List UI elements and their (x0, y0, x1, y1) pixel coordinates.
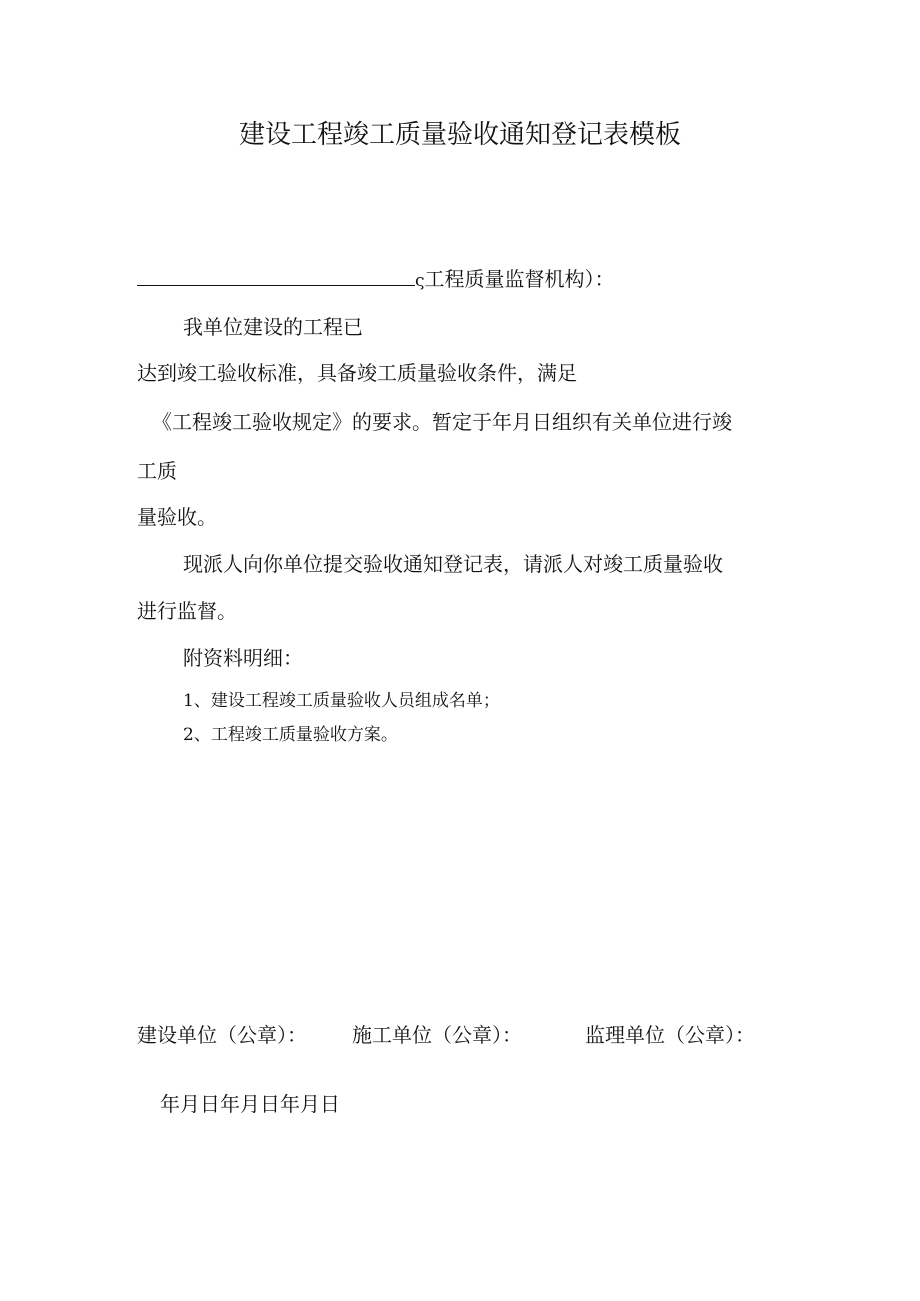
body-line-2: 达到竣工验收标准，具备竣工质量验收条件，满足 (137, 361, 577, 385)
supervision-unit-seal-label: 监理单位（公章）： (585, 1023, 755, 1047)
signature-dates: 年月日年月日年月日 (160, 1092, 340, 1116)
body-line-6: 现派人向你单位提交验收通知登记表，请派人对竣工质量验收 (183, 552, 723, 576)
document-title: 建设工程竣工质量验收通知登记表模板 (238, 120, 681, 150)
contractor-unit-seal-label: 施工单位（公章）： (352, 1023, 522, 1047)
body-line-4: 工质 (137, 459, 177, 483)
body-line-7: 进行监督。 (137, 599, 237, 623)
body-line-1: 我单位建设的工程已 (183, 315, 363, 339)
addressee-text: 工程质量监督机构）： (424, 267, 615, 291)
attachments-heading: 附资料明细： (183, 646, 303, 670)
addressee-line (137, 265, 615, 294)
body-line-3: 《工程竣工验收规定》的要求。暂定于年月日组织有关单位进行竣 (152, 410, 732, 434)
addressee-mark: ς (415, 271, 425, 291)
attachment-item: 2、工程竣工质量验收方案。 (183, 725, 398, 745)
body-line-5: 量验收。 (137, 505, 217, 529)
construction-unit-seal-label: 建设单位（公章）： (137, 1023, 307, 1047)
addressee-blank (137, 265, 415, 286)
attachment-item: 1、建设工程竣工质量验收人员组成名单； (183, 691, 500, 711)
